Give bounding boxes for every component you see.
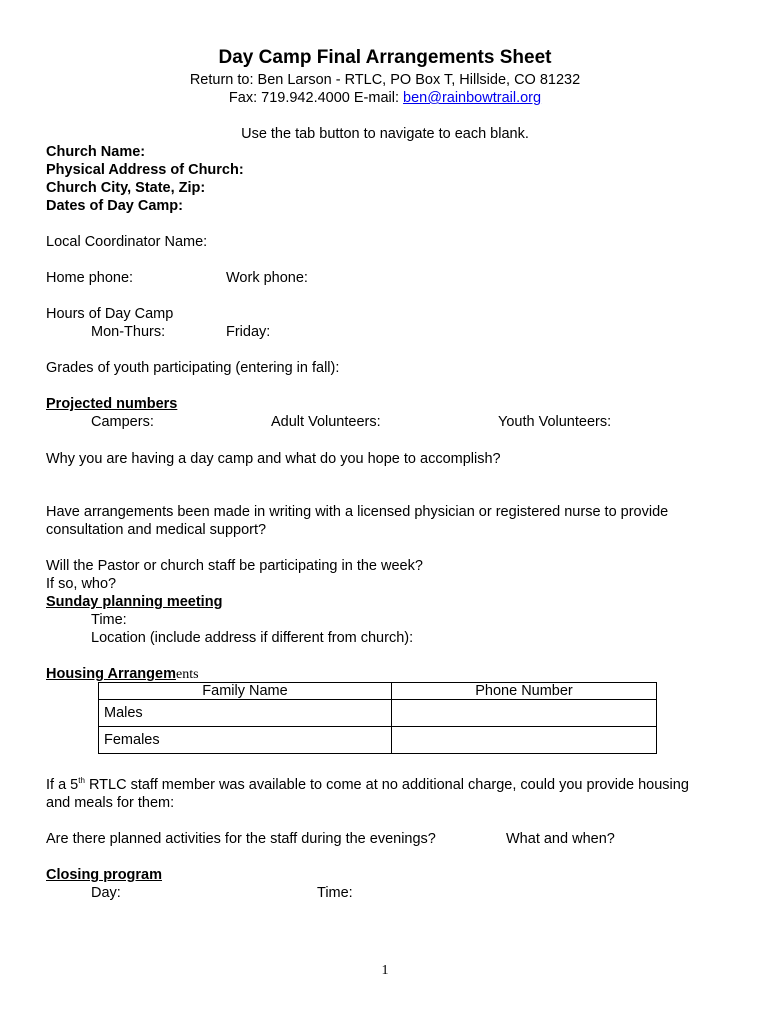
coordinator-name-label: Local Coordinator Name: [46,234,208,250]
fifth-staff-sup: th [78,776,85,786]
church-address-label: Physical Address of Church: [46,162,244,178]
females-cell[interactable]: Females [99,727,392,754]
males-phone-cell[interactable] [392,700,657,727]
friday-label: Friday: [226,324,271,340]
adult-volunteers-label: Adult Volunteers: [271,414,381,430]
church-city-label: Church City, State, Zip: [46,180,206,196]
sunday-location-label: Location (include address if different from church): [91,630,414,646]
closing-heading: Closing program [46,867,163,883]
what-when-label: What and when? [506,831,615,847]
page-title: Day Camp Final Arrangements Sheet [218,47,552,68]
housing-heading-rest: ents [175,667,199,682]
grades-label: Grades of youth participating (entering in fall): [46,360,340,376]
work-phone-label: Work phone: [226,270,308,286]
fax-label: Fax: 719.942.4000 E-mail: [228,90,404,106]
family-name-header: Family Name [99,683,392,700]
projected-heading: Projected numbers [46,396,178,412]
page-number: 1 [381,963,389,978]
fifth-staff-line1 [46,776,689,794]
return-address: Return to: Ben Larson - RTLC, PO Box T, Hillside, CO 81232 [189,72,581,88]
closing-time-label: Time: [317,885,353,901]
home-phone-label: Home phone: [46,270,134,286]
hours-heading: Hours of Day Camp [46,306,174,322]
table-row [99,683,657,700]
sunday-time-label: Time: [91,612,127,628]
instructions-text: Use the tab button to navigate to each blank. [241,126,529,142]
medical-question-line1: Have arrangements been made in writing with a licensed physician or registered nurse to provide [46,504,669,520]
dates-label: Dates of Day Camp: [46,198,183,214]
email-link[interactable]: ben@rainbowtrail.org [403,90,542,106]
why-question: Why you are having a day camp and what do you hope to accomplish? [46,451,501,467]
table-row [99,700,657,727]
evening-question: Are there planned activities for the staff during the evenings? [46,831,436,847]
campers-label: Campers: [91,414,154,430]
housing-heading-bold: Housing Arrangem [46,666,176,682]
fifth-staff-line2: and meals for them: [46,795,175,811]
contact-line [0,89,770,107]
fifth-staff-rest: RTLC staff member was available to come at no additional charge, could you provide housing [84,777,689,793]
medical-question-line2: consultation and medical support? [46,522,267,538]
fifth-staff-prefix: If a 5 [46,777,79,793]
pastor-question: Will the Pastor or church staff be participating in the week? [46,558,423,574]
youth-volunteers-label: Youth Volunteers: [498,414,612,430]
closing-day-label: Day: [91,885,121,901]
pastor-who: If so, who? [46,576,117,592]
phone-number-header: Phone Number [392,683,657,700]
mon-thurs-label: Mon-Thurs: [91,324,166,340]
church-name-label: Church Name: [46,144,146,160]
sunday-heading: Sunday planning meeting [46,594,223,610]
females-phone-cell[interactable] [392,727,657,754]
housing-table [98,682,657,754]
table-row [99,727,657,754]
males-cell[interactable]: Males [99,700,392,727]
